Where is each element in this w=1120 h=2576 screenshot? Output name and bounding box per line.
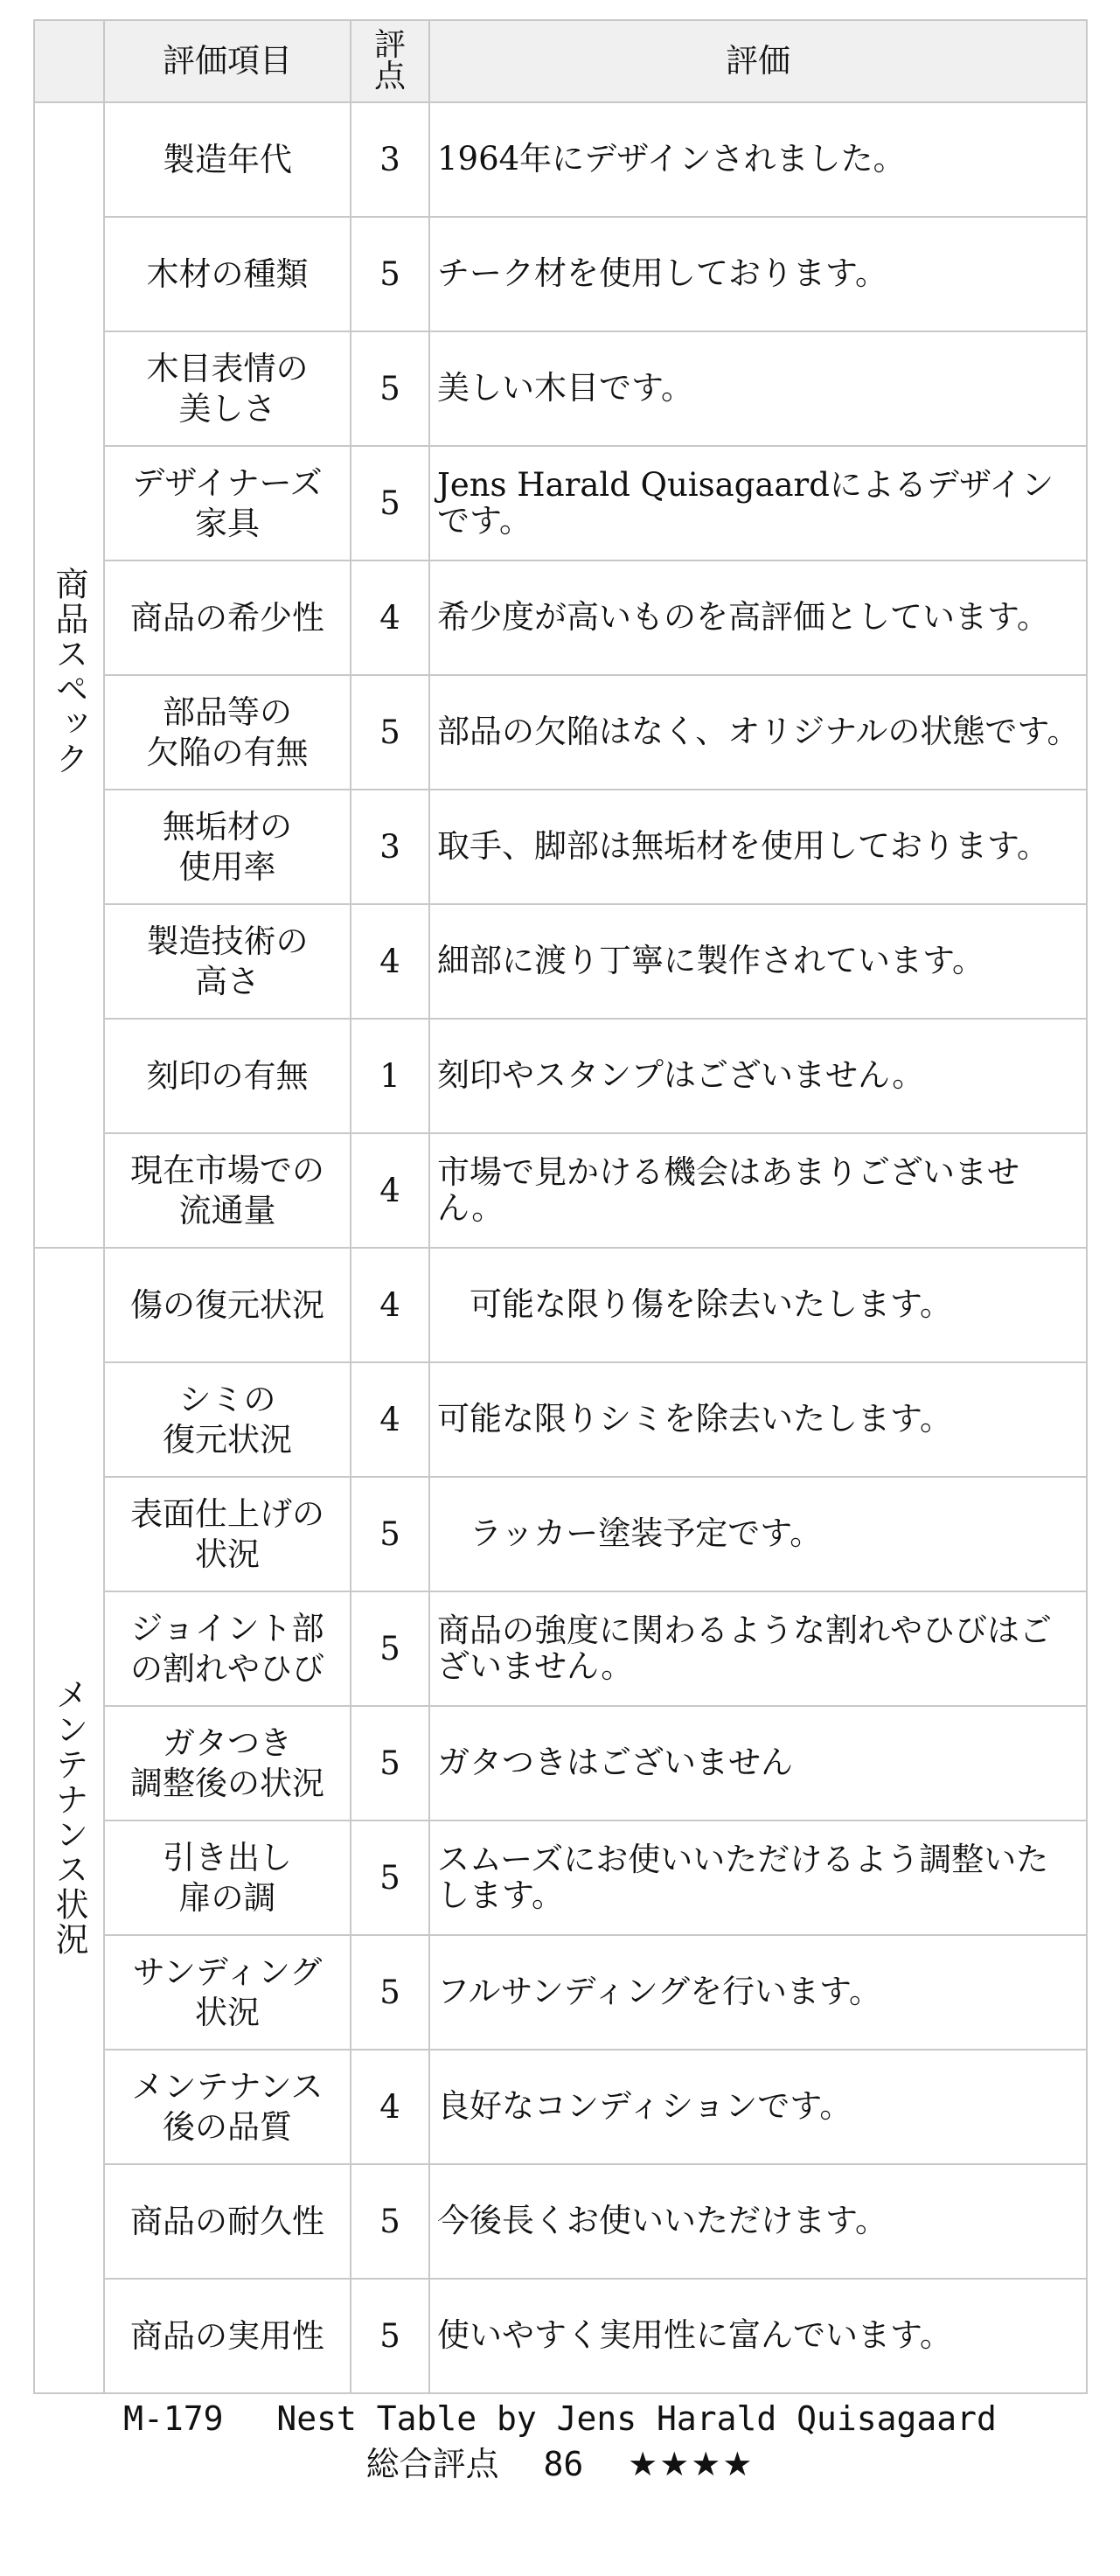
comment-cell: 刻印やスタンプはございません。 xyxy=(429,1019,1087,1133)
comment-cell: 商品の強度に関わるような割れやひびはございません。 xyxy=(429,1591,1087,1706)
score-cell: 5 xyxy=(351,331,429,446)
table-row xyxy=(34,331,1087,446)
header-score-text: 評 点 xyxy=(373,26,406,94)
category-label: メンテナンス状況 xyxy=(50,1676,88,1957)
comment-cell: 細部に渡り丁寧に製作されています。 xyxy=(429,904,1087,1019)
score-cell: 5 xyxy=(351,675,429,790)
item-cell: 部品等の 欠陥の有無 xyxy=(104,675,351,790)
table-row xyxy=(34,2164,1087,2279)
comment-cell: Jens Harald Quisagaardによるデザインです。 xyxy=(429,446,1087,560)
comment-cell: 可能な限り傷を除去いたします。 xyxy=(429,1248,1087,1362)
table-row xyxy=(34,446,1087,560)
table-row xyxy=(34,1591,1087,1706)
header-row xyxy=(34,20,1087,102)
comment-cell: 良好なコンディションです。 xyxy=(429,2050,1087,2164)
item-cell: 引き出し 扉の調 xyxy=(104,1821,351,1935)
table-row xyxy=(34,675,1087,790)
header-comment: 評価 xyxy=(429,20,1087,102)
score-cell: 5 xyxy=(351,2279,429,2393)
item-cell: 木材の種類 xyxy=(104,217,351,331)
comment-cell: 使いやすく実用性に富んでいます。 xyxy=(429,2279,1087,2393)
footer xyxy=(0,2396,1120,2487)
score-cell: 5 xyxy=(351,217,429,331)
table-row xyxy=(34,1935,1087,2050)
item-cell: 商品の耐久性 xyxy=(104,2164,351,2279)
comment-cell: ラッカー塗装予定です。 xyxy=(429,1477,1087,1591)
comment-cell: 部品の欠陥はなく、オリジナルの状態です。 xyxy=(429,675,1087,790)
table-row xyxy=(34,1821,1087,1935)
table-row xyxy=(34,1477,1087,1591)
category-cell xyxy=(34,1248,104,2393)
table-row xyxy=(34,904,1087,1019)
item-cell: 木目表情の 美しさ xyxy=(104,331,351,446)
table-row xyxy=(34,1019,1087,1133)
comment-cell: 美しい木目です。 xyxy=(429,331,1087,446)
item-cell: 傷の復元状況 xyxy=(104,1248,351,1362)
header-score xyxy=(351,20,429,102)
table-row xyxy=(34,1362,1087,1477)
table-row xyxy=(34,1706,1087,1821)
header-item: 評価項目 xyxy=(104,20,351,102)
table-row xyxy=(34,2279,1087,2393)
score-cell: 1 xyxy=(351,1019,429,1133)
item-cell: シミの 復元状況 xyxy=(104,1362,351,1477)
comment-cell: 市場で見かける機会はあまりございません。 xyxy=(429,1133,1087,1248)
item-cell: 刻印の有無 xyxy=(104,1019,351,1133)
table-row xyxy=(34,217,1087,331)
comment-cell: ガタつきはございません xyxy=(429,1706,1087,1821)
score-cell: 4 xyxy=(351,560,429,675)
total-score: 86 xyxy=(543,2445,584,2483)
comment-cell: 希少度が高いものを高評価としています。 xyxy=(429,560,1087,675)
table-row xyxy=(34,790,1087,904)
score-cell: 5 xyxy=(351,1477,429,1591)
item-cell: ガタつき 調整後の状況 xyxy=(104,1706,351,1821)
score-cell: 5 xyxy=(351,1935,429,2050)
score-cell: 4 xyxy=(351,2050,429,2164)
comment-cell: フルサンディングを行います。 xyxy=(429,1935,1087,2050)
item-cell: ジョイント部 の割れやひび xyxy=(104,1591,351,1706)
item-cell: サンディング 状況 xyxy=(104,1935,351,2050)
item-cell: 製造年代 xyxy=(104,102,351,217)
score-cell: 4 xyxy=(351,1133,429,1248)
item-cell: 表面仕上げの 状況 xyxy=(104,1477,351,1591)
score-cell: 4 xyxy=(351,904,429,1019)
total-label: 総合評点 xyxy=(365,2445,499,2483)
score-cell: 3 xyxy=(351,102,429,217)
evaluation-sheet xyxy=(33,19,1086,2394)
item-cell: 製造技術の 高さ xyxy=(104,904,351,1019)
comment-cell: スムーズにお使いいただけるよう調整いたします。 xyxy=(429,1821,1087,1935)
table-row xyxy=(34,2050,1087,2164)
table-row xyxy=(34,1248,1087,1362)
score-cell: 5 xyxy=(351,1706,429,1821)
item-cell: 無垢材の 使用率 xyxy=(104,790,351,904)
table-row xyxy=(34,102,1087,217)
item-cell: 商品の希少性 xyxy=(104,560,351,675)
evaluation-table xyxy=(33,19,1088,2394)
score-cell: 5 xyxy=(351,1821,429,1935)
rating-stars: ★★★★ xyxy=(628,2445,755,2483)
comment-cell: チーク材を使用しております。 xyxy=(429,217,1087,331)
product-line: M-179 Nest Table by Jens Harald Quisagaard xyxy=(123,2399,997,2438)
item-cell: 商品の実用性 xyxy=(104,2279,351,2393)
category-label: 商品スペック xyxy=(50,566,88,776)
score-cell: 3 xyxy=(351,790,429,904)
score-cell: 4 xyxy=(351,1248,429,1362)
score-cell: 5 xyxy=(351,1591,429,1706)
comment-cell: 取手、脚部は無垢材を使用しております。 xyxy=(429,790,1087,904)
comment-cell: 可能な限りシミを除去いたします。 xyxy=(429,1362,1087,1477)
comment-cell: 1964年にデザインされました。 xyxy=(429,102,1087,217)
category-cell xyxy=(34,102,104,1248)
table-row xyxy=(34,1133,1087,1248)
item-cell: 現在市場での 流通量 xyxy=(104,1133,351,1248)
table-row xyxy=(34,560,1087,675)
comment-cell: 今後長くお使いいただけます。 xyxy=(429,2164,1087,2279)
score-cell: 5 xyxy=(351,2164,429,2279)
header-category xyxy=(34,20,104,102)
total-line xyxy=(0,2441,1120,2487)
score-cell: 4 xyxy=(351,1362,429,1477)
score-cell: 5 xyxy=(351,446,429,560)
evaluation-body xyxy=(34,102,1087,2393)
item-cell: デザイナーズ 家具 xyxy=(104,446,351,560)
item-cell: メンテナンス 後の品質 xyxy=(104,2050,351,2164)
